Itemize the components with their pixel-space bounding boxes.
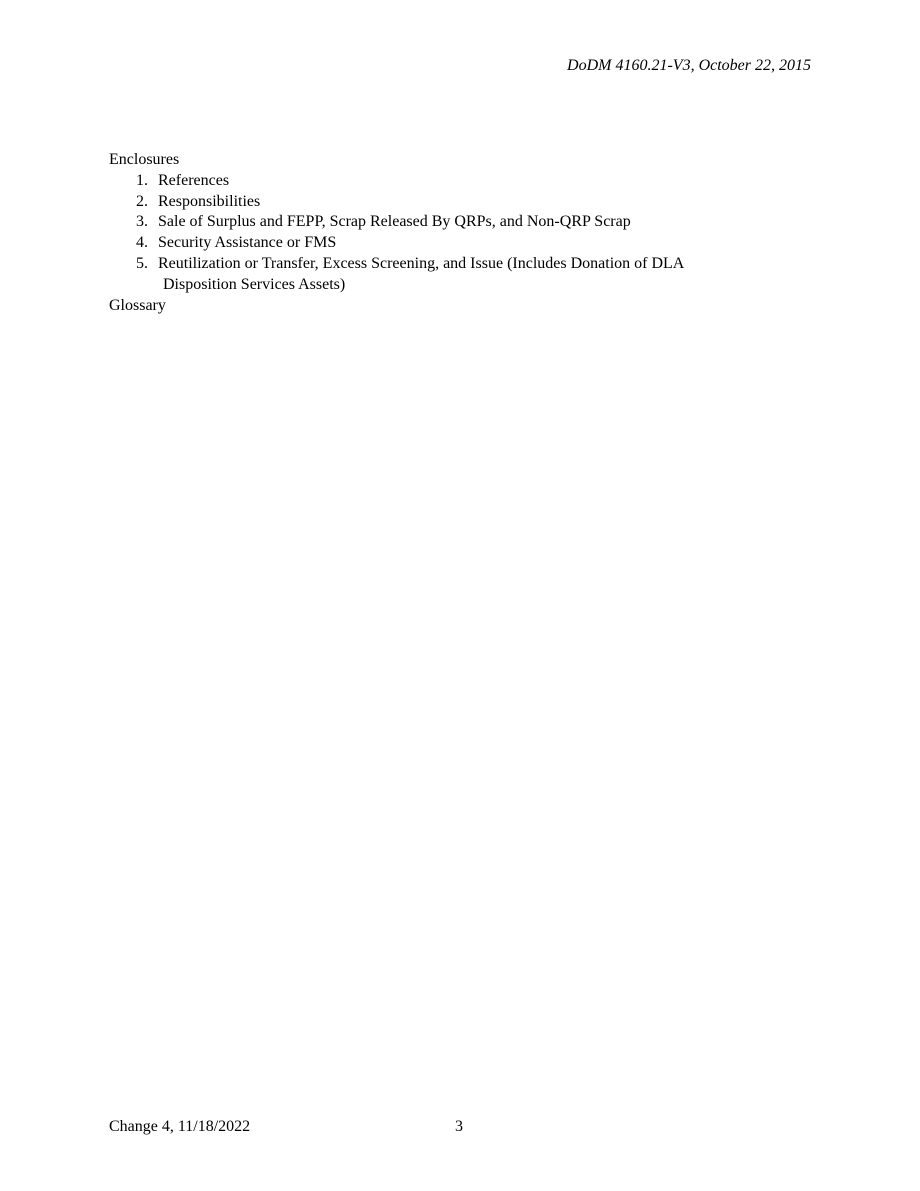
enclosure-number: 5. xyxy=(136,254,148,272)
table-of-contents xyxy=(109,150,809,316)
enclosure-item-1 xyxy=(109,171,809,192)
enclosure-list xyxy=(109,171,809,296)
enclosure-number: 1. xyxy=(136,171,148,189)
enclosure-title: References xyxy=(158,171,230,189)
enclosure-title-continuation: Disposition Services Assets) xyxy=(163,275,346,293)
enclosure-title: Responsibilities xyxy=(158,192,261,210)
enclosure-number: 3. xyxy=(136,213,148,231)
enclosure-title: Reutilization or Transfer, Excess Screening, and Issue (Includes Donation of DLA xyxy=(158,254,685,272)
enclosure-number: 2. xyxy=(136,192,148,210)
glossary-heading: Glossary xyxy=(109,296,166,314)
enclosure-item-3 xyxy=(109,212,809,233)
enclosure-title: Sale of Surplus and FEPP, Scrap Released By QRPs, and Non-QRP Scrap xyxy=(158,213,631,231)
page-number: 3 xyxy=(455,1118,463,1135)
enclosures-heading: Enclosures xyxy=(109,151,180,168)
enclosure-item-4 xyxy=(109,233,809,254)
enclosure-number: 4. xyxy=(136,234,148,252)
enclosure-item-2 xyxy=(109,192,809,213)
enclosure-item-5 xyxy=(109,254,809,296)
running-header: DoDM 4160.21-V3, October 22, 2015 xyxy=(567,57,811,74)
enclosure-title: Security Assistance or FMS xyxy=(158,234,337,252)
change-notice: Change 4, 11/18/2022 xyxy=(109,1118,251,1135)
